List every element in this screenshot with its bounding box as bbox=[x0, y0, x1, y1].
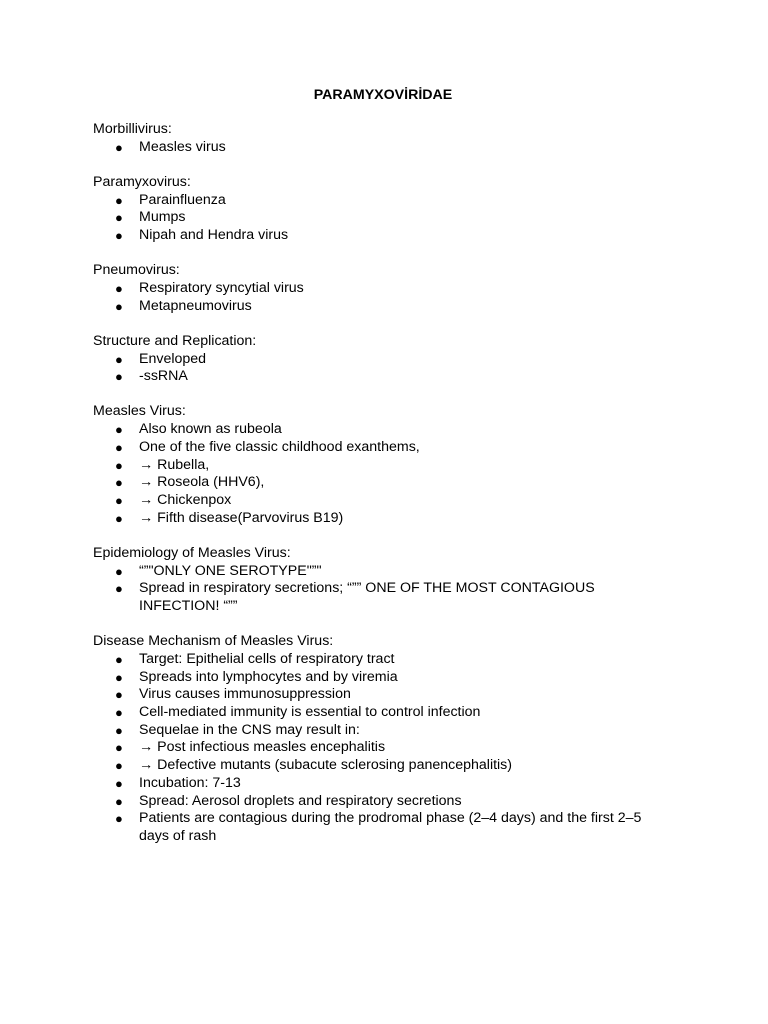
bullet-icon: ● bbox=[115, 793, 123, 809]
list-item bbox=[93, 722, 653, 740]
list-item-text: Mumps bbox=[139, 209, 186, 226]
list-item-text: Measles virus bbox=[139, 138, 226, 155]
bullet-list bbox=[93, 351, 653, 386]
list-item bbox=[93, 810, 653, 845]
section-heading: Paramyxovirus: bbox=[93, 173, 191, 190]
bullet-icon: ● bbox=[115, 192, 123, 208]
section-heading: Structure and Replication: bbox=[93, 332, 257, 349]
list-item-text: Metapneumovirus bbox=[139, 297, 252, 314]
bullet-icon: ● bbox=[115, 457, 123, 473]
list-item bbox=[93, 474, 653, 492]
section bbox=[93, 174, 653, 245]
section-heading: Measles Virus: bbox=[93, 403, 186, 420]
list-item bbox=[93, 209, 653, 227]
bullet-icon: ● bbox=[115, 439, 123, 455]
list-item-text: One of the five classic childhood exanthems, bbox=[139, 438, 420, 455]
list-item-text: -ssRNA bbox=[139, 368, 188, 385]
list-item bbox=[93, 739, 653, 757]
list-item-text: → Roseola (HHV6), bbox=[139, 474, 265, 491]
section-heading: Disease Mechanism of Measles Virus: bbox=[93, 633, 334, 650]
section bbox=[93, 121, 653, 156]
list-item bbox=[93, 227, 653, 245]
list-item-text: Spread in respiratory secretions; “”” ONE OF THE MOST CONTAGIOUS INFECTION! “”” bbox=[139, 580, 595, 614]
bullet-icon: ● bbox=[115, 651, 123, 667]
list-item bbox=[93, 510, 653, 528]
list-item bbox=[93, 457, 653, 475]
bullet-list bbox=[93, 280, 653, 315]
list-item-text: Spread: Aerosol droplets and respiratory secretions bbox=[139, 792, 462, 809]
bullet-icon: ● bbox=[115, 139, 123, 155]
list-item bbox=[93, 368, 653, 386]
section bbox=[93, 545, 653, 616]
document-body bbox=[93, 121, 653, 863]
section bbox=[93, 403, 653, 527]
list-item-text: → Fifth disease(Parvovirus B19) bbox=[139, 509, 344, 526]
bullet-list bbox=[93, 421, 653, 527]
section bbox=[93, 333, 653, 386]
bullet-icon: ● bbox=[115, 669, 123, 685]
bullet-icon: ● bbox=[115, 492, 123, 508]
section bbox=[93, 633, 653, 845]
list-item-text: → Rubella, bbox=[139, 456, 210, 473]
bullet-icon: ● bbox=[115, 581, 123, 597]
list-item-text: Patients are contagious during the prodromal phase (2–4 days) and the first 2–5 days of rash bbox=[139, 810, 642, 844]
list-item bbox=[93, 704, 653, 722]
list-item bbox=[93, 580, 653, 615]
list-item-text: Also known as rubeola bbox=[139, 421, 282, 438]
list-item-text: Spreads into lymphocytes and by viremia bbox=[139, 668, 398, 685]
bullet-icon: ● bbox=[115, 510, 123, 526]
list-item-text: → Post infectious measles encephalitis bbox=[139, 739, 386, 756]
bullet-icon: ● bbox=[115, 687, 123, 703]
bullet-icon: ● bbox=[115, 563, 123, 579]
section-heading: Epidemiology of Measles Virus: bbox=[93, 544, 291, 561]
list-item-text: Enveloped bbox=[139, 350, 207, 367]
bullet-icon: ● bbox=[115, 228, 123, 244]
list-item-text: Incubation: 7-13 bbox=[139, 774, 241, 791]
list-item-text: → Defective mutants (subacute sclerosing panencephalitis) bbox=[139, 757, 513, 774]
list-item bbox=[93, 492, 653, 510]
list-item bbox=[93, 793, 653, 811]
bullet-icon: ● bbox=[115, 280, 123, 296]
list-item-text: Parainfluenza bbox=[139, 191, 226, 208]
section bbox=[93, 262, 653, 315]
bullet-icon: ● bbox=[115, 210, 123, 226]
bullet-list bbox=[93, 563, 653, 616]
list-item bbox=[93, 280, 653, 298]
list-item bbox=[93, 439, 653, 457]
bullet-icon: ● bbox=[115, 351, 123, 367]
bullet-icon: ● bbox=[115, 369, 123, 385]
bullet-icon: ● bbox=[115, 811, 123, 827]
section-heading: Pneumovirus: bbox=[93, 262, 180, 279]
list-item-text: Respiratory syncytial virus bbox=[139, 279, 304, 296]
bullet-icon: ● bbox=[115, 704, 123, 720]
bullet-icon: ● bbox=[115, 722, 123, 738]
list-item bbox=[93, 298, 653, 316]
bullet-list bbox=[93, 651, 653, 846]
list-item bbox=[93, 775, 653, 793]
list-item-text: Target: Epithelial cells of respiratory tract bbox=[139, 650, 395, 667]
section-heading: Morbillivirus: bbox=[93, 121, 172, 137]
list-item-text: “”"ONLY ONE SEROTYPE"”" bbox=[139, 562, 322, 579]
list-item bbox=[93, 686, 653, 704]
bullet-icon: ● bbox=[115, 758, 123, 774]
bullet-icon: ● bbox=[115, 775, 123, 791]
list-item bbox=[93, 351, 653, 369]
list-item-text: → Chickenpox bbox=[139, 491, 232, 508]
bullet-list bbox=[93, 139, 653, 157]
list-item-text: Sequelae in the CNS may result in: bbox=[139, 721, 360, 738]
list-item bbox=[93, 192, 653, 210]
list-item bbox=[93, 139, 653, 157]
list-item-text: Virus causes immunosuppression bbox=[139, 686, 351, 703]
list-item bbox=[93, 651, 653, 669]
bullet-icon: ● bbox=[115, 298, 123, 314]
list-item bbox=[93, 669, 653, 687]
list-item bbox=[93, 757, 653, 775]
bullet-icon: ● bbox=[115, 740, 123, 756]
list-item-text: Nipah and Hendra virus bbox=[139, 227, 289, 244]
list-item bbox=[93, 421, 653, 439]
document-title: PARAMYXOVİRİDAE bbox=[313, 87, 453, 103]
list-item-text: Cell-mediated immunity is essential to control infection bbox=[139, 703, 481, 720]
bullet-list bbox=[93, 192, 653, 245]
bullet-icon: ● bbox=[115, 422, 123, 438]
list-item bbox=[93, 563, 653, 581]
bullet-icon: ● bbox=[115, 475, 123, 491]
